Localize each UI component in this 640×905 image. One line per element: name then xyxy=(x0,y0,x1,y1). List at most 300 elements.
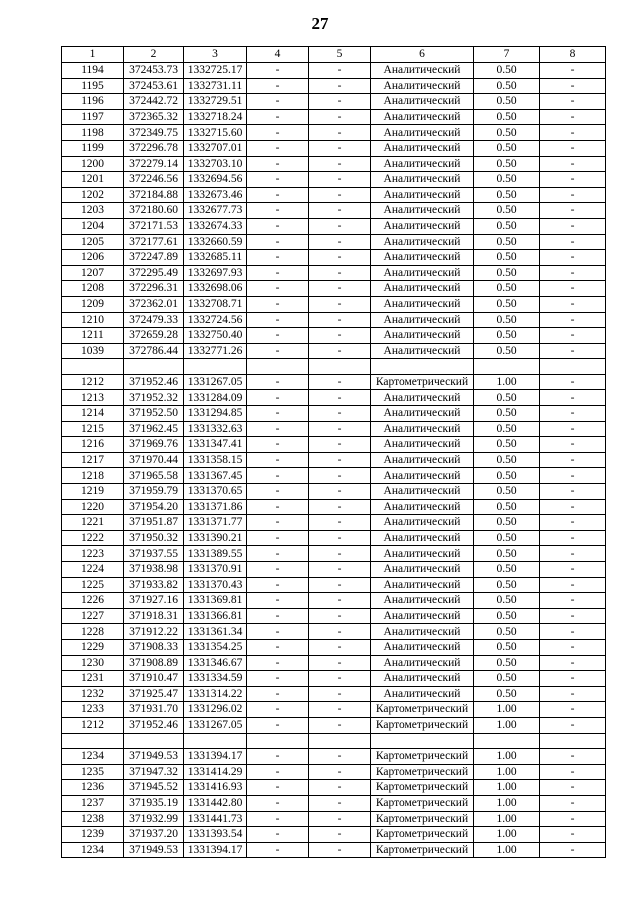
table-cell: Картометрический xyxy=(371,827,474,843)
table-cell: 1235 xyxy=(62,764,124,780)
table-cell: 1331284.09 xyxy=(184,390,247,406)
table-cell xyxy=(247,733,309,749)
table-cell: Аналитический xyxy=(371,406,474,422)
table-cell: Картометрический xyxy=(371,780,474,796)
table-cell: - xyxy=(309,717,371,733)
table-cell: 1039 xyxy=(62,343,124,359)
table-cell: - xyxy=(247,702,309,718)
page-number: 27 xyxy=(311,14,329,33)
table-cell: - xyxy=(247,749,309,765)
table-cell: - xyxy=(309,172,371,188)
table-cell: 1208 xyxy=(62,281,124,297)
table-cell: Аналитический xyxy=(371,281,474,297)
table-cell: 1231 xyxy=(62,671,124,687)
table-row xyxy=(62,343,606,359)
table-cell: Аналитический xyxy=(371,140,474,156)
table-cell: - xyxy=(309,63,371,79)
table-cell: - xyxy=(247,608,309,624)
table-cell: 371965.58 xyxy=(124,468,184,484)
table-cell: 1331294.85 xyxy=(184,406,247,422)
table-cell: 1223 xyxy=(62,546,124,562)
table-cell: - xyxy=(309,499,371,515)
table-cell: 0.50 xyxy=(474,593,540,609)
table-cell: - xyxy=(247,203,309,219)
table-cell: 1211 xyxy=(62,328,124,344)
table-cell: - xyxy=(309,577,371,593)
table-cell: - xyxy=(540,827,606,843)
table-cell: - xyxy=(247,343,309,359)
table-cell: - xyxy=(247,764,309,780)
table-row xyxy=(62,530,606,546)
table-cell: 1197 xyxy=(62,109,124,125)
table-row xyxy=(62,421,606,437)
table-cell xyxy=(371,359,474,375)
table-cell: Аналитический xyxy=(371,546,474,562)
table-cell: 1.00 xyxy=(474,717,540,733)
table-cell: - xyxy=(309,468,371,484)
table-row xyxy=(62,109,606,125)
table-cell: - xyxy=(309,764,371,780)
table-cell: Аналитический xyxy=(371,390,474,406)
table-cell: 1331394.17 xyxy=(184,842,247,858)
table-cell: - xyxy=(247,795,309,811)
table-cell: 1218 xyxy=(62,468,124,484)
table-cell: - xyxy=(540,312,606,328)
table-cell: 0.50 xyxy=(474,421,540,437)
table-cell: 1331334.59 xyxy=(184,671,247,687)
table-cell: 0.50 xyxy=(474,234,540,250)
table-cell: Аналитический xyxy=(371,78,474,94)
table-cell: - xyxy=(309,811,371,827)
table-cell: 1238 xyxy=(62,811,124,827)
table-cell: Аналитический xyxy=(371,577,474,593)
table-cell: 371962.45 xyxy=(124,421,184,437)
table-cell: 1332703.10 xyxy=(184,156,247,172)
table-cell: 371945.52 xyxy=(124,780,184,796)
table-cell: 372296.31 xyxy=(124,281,184,297)
table-cell: 372349.75 xyxy=(124,125,184,141)
column-header: 3 xyxy=(184,47,247,63)
table-cell: 371952.50 xyxy=(124,406,184,422)
table-cell: Картометрический xyxy=(371,764,474,780)
table-cell: - xyxy=(247,655,309,671)
table-cell: 371918.31 xyxy=(124,608,184,624)
table-row xyxy=(62,795,606,811)
table-cell: - xyxy=(247,686,309,702)
table-cell: - xyxy=(309,639,371,655)
table-cell: - xyxy=(540,562,606,578)
table-cell: Аналитический xyxy=(371,265,474,281)
table-cell: 0.50 xyxy=(474,218,540,234)
table-cell: - xyxy=(247,172,309,188)
table-cell: 0.50 xyxy=(474,94,540,110)
table-cell: - xyxy=(309,702,371,718)
table-cell: 1332673.46 xyxy=(184,187,247,203)
table-cell: 371908.89 xyxy=(124,655,184,671)
table-cell: - xyxy=(540,187,606,203)
table-cell: 371970.44 xyxy=(124,452,184,468)
table-row xyxy=(62,624,606,640)
table-cell: 372453.73 xyxy=(124,63,184,79)
table-row xyxy=(62,234,606,250)
table-cell: 1210 xyxy=(62,312,124,328)
table-cell: Аналитический xyxy=(371,624,474,640)
table-cell: 372659.28 xyxy=(124,328,184,344)
table-cell: 0.50 xyxy=(474,63,540,79)
table-cell: 371937.55 xyxy=(124,546,184,562)
table-cell: 1331314.22 xyxy=(184,686,247,702)
table-cell xyxy=(184,733,247,749)
table-row xyxy=(62,94,606,110)
table-cell: - xyxy=(540,624,606,640)
table-cell: - xyxy=(540,94,606,110)
table-cell: Аналитический xyxy=(371,452,474,468)
table-cell: - xyxy=(540,140,606,156)
table-cell: Картометрический xyxy=(371,842,474,858)
table-cell: 371910.47 xyxy=(124,671,184,687)
table-cell: - xyxy=(540,328,606,344)
table-cell: Аналитический xyxy=(371,655,474,671)
table-cell: 372295.49 xyxy=(124,265,184,281)
table-cell: 371931.70 xyxy=(124,702,184,718)
table-cell: 0.50 xyxy=(474,281,540,297)
table-cell: 1331267.05 xyxy=(184,374,247,390)
table-cell: Аналитический xyxy=(371,94,474,110)
table-cell: - xyxy=(309,343,371,359)
table-cell: Аналитический xyxy=(371,562,474,578)
table-cell: 1219 xyxy=(62,484,124,500)
table-cell: Аналитический xyxy=(371,515,474,531)
table-row xyxy=(62,328,606,344)
table-cell: 1198 xyxy=(62,125,124,141)
table-cell: 0.50 xyxy=(474,484,540,500)
table-cell: - xyxy=(247,780,309,796)
table-cell: - xyxy=(309,686,371,702)
table-cell: 371952.46 xyxy=(124,374,184,390)
table-cell: Картометрический xyxy=(371,374,474,390)
table-cell: Аналитический xyxy=(371,608,474,624)
table-cell: - xyxy=(247,624,309,640)
table-cell: 1332708.71 xyxy=(184,296,247,312)
table-cell: - xyxy=(247,406,309,422)
table-row xyxy=(62,499,606,515)
table-cell: 1331296.02 xyxy=(184,702,247,718)
table-cell: 0.50 xyxy=(474,437,540,453)
table-cell: - xyxy=(309,187,371,203)
table-cell: - xyxy=(309,265,371,281)
table-cell: - xyxy=(247,437,309,453)
table-cell: 0.50 xyxy=(474,406,540,422)
table-cell xyxy=(184,359,247,375)
table-cell: - xyxy=(247,125,309,141)
table-cell: 0.50 xyxy=(474,187,540,203)
table-cell: 0.50 xyxy=(474,172,540,188)
table-cell: - xyxy=(309,296,371,312)
table-cell: 372365.32 xyxy=(124,109,184,125)
table-row xyxy=(62,749,606,765)
table-cell: - xyxy=(309,421,371,437)
table-cell: 1331370.43 xyxy=(184,577,247,593)
table-cell: - xyxy=(540,515,606,531)
table-cell: 1332771.26 xyxy=(184,343,247,359)
table-cell: Аналитический xyxy=(371,343,474,359)
table-cell: 1.00 xyxy=(474,749,540,765)
table-cell: - xyxy=(247,671,309,687)
table-cell: 1331370.91 xyxy=(184,562,247,578)
table-cell: - xyxy=(540,406,606,422)
table-cell: 1331414.29 xyxy=(184,764,247,780)
table-cell: 1331347.41 xyxy=(184,437,247,453)
table-cell: - xyxy=(247,312,309,328)
table-row xyxy=(62,686,606,702)
table-cell: Аналитический xyxy=(371,125,474,141)
table-cell: 1212 xyxy=(62,717,124,733)
table-cell: - xyxy=(309,608,371,624)
table-row xyxy=(62,265,606,281)
table-cell: 1202 xyxy=(62,187,124,203)
table-row xyxy=(62,764,606,780)
table-cell: 1331441.73 xyxy=(184,811,247,827)
table-cell: 1332677.73 xyxy=(184,203,247,219)
table-cell: 372247.89 xyxy=(124,250,184,266)
table-cell: - xyxy=(540,109,606,125)
table-cell: 372171.53 xyxy=(124,218,184,234)
table-cell: - xyxy=(540,203,606,219)
table-row xyxy=(62,203,606,219)
table-cell: 1228 xyxy=(62,624,124,640)
table-row xyxy=(62,359,606,375)
table-cell: - xyxy=(247,468,309,484)
table-row xyxy=(62,484,606,500)
table-cell: 372453.61 xyxy=(124,78,184,94)
table-row xyxy=(62,156,606,172)
table-cell: 1.00 xyxy=(474,795,540,811)
table-cell: 372442.72 xyxy=(124,94,184,110)
column-header: 7 xyxy=(474,47,540,63)
table-cell: - xyxy=(540,125,606,141)
table-row xyxy=(62,218,606,234)
table-cell: 1232 xyxy=(62,686,124,702)
table-cell: 1332729.51 xyxy=(184,94,247,110)
table-cell: 1332685.11 xyxy=(184,250,247,266)
table-cell: 372184.88 xyxy=(124,187,184,203)
table-cell: - xyxy=(540,172,606,188)
table-cell: - xyxy=(309,250,371,266)
table-cell: 1331370.65 xyxy=(184,484,247,500)
table-cell: 1332698.06 xyxy=(184,281,247,297)
table-cell: 0.50 xyxy=(474,608,540,624)
table-cell: - xyxy=(540,702,606,718)
table-cell: 0.50 xyxy=(474,125,540,141)
table-cell: - xyxy=(247,593,309,609)
table-cell: 1.00 xyxy=(474,811,540,827)
table-cell: - xyxy=(309,218,371,234)
table-cell: 371950.32 xyxy=(124,530,184,546)
table-cell: 1224 xyxy=(62,562,124,578)
table-cell: - xyxy=(309,593,371,609)
table-cell: - xyxy=(540,421,606,437)
table-cell: 0.50 xyxy=(474,265,540,281)
table-cell: 371927.16 xyxy=(124,593,184,609)
table-cell: - xyxy=(309,452,371,468)
table-cell: - xyxy=(309,842,371,858)
table-cell: - xyxy=(247,842,309,858)
table-cell: 1216 xyxy=(62,437,124,453)
table-cell: Картометрический xyxy=(371,811,474,827)
table-cell: Аналитический xyxy=(371,593,474,609)
table-cell: - xyxy=(540,608,606,624)
table-cell: - xyxy=(309,780,371,796)
table-cell: 372246.56 xyxy=(124,172,184,188)
table-cell: - xyxy=(540,296,606,312)
table-cell xyxy=(474,359,540,375)
column-header: 6 xyxy=(371,47,474,63)
table-cell: 1234 xyxy=(62,749,124,765)
table-cell: 1332660.59 xyxy=(184,234,247,250)
table-row xyxy=(62,437,606,453)
table-row xyxy=(62,733,606,749)
table-cell: - xyxy=(540,281,606,297)
table-cell: 1331442.80 xyxy=(184,795,247,811)
table-cell: 371949.53 xyxy=(124,749,184,765)
table-row xyxy=(62,140,606,156)
column-header: 1 xyxy=(62,47,124,63)
table-cell: 1237 xyxy=(62,795,124,811)
table-cell: 1331369.81 xyxy=(184,593,247,609)
table-row xyxy=(62,172,606,188)
table-cell: 0.50 xyxy=(474,530,540,546)
table-cell: 1229 xyxy=(62,639,124,655)
table-cell: - xyxy=(540,593,606,609)
table-cell: - xyxy=(540,655,606,671)
table-cell: - xyxy=(540,265,606,281)
table-cell xyxy=(247,359,309,375)
table-cell: - xyxy=(540,577,606,593)
table-cell: 0.50 xyxy=(474,250,540,266)
table-cell: - xyxy=(309,281,371,297)
table-row xyxy=(62,468,606,484)
table-cell: - xyxy=(540,484,606,500)
table-cell: 1331361.34 xyxy=(184,624,247,640)
table-cell: - xyxy=(247,530,309,546)
table-cell: - xyxy=(309,312,371,328)
table-cell: 1195 xyxy=(62,78,124,94)
coordinates-table xyxy=(61,46,606,858)
table-cell: - xyxy=(247,717,309,733)
table-cell: 372786.44 xyxy=(124,343,184,359)
table-cell: 1331389.55 xyxy=(184,546,247,562)
table-cell: 1332718.24 xyxy=(184,109,247,125)
table-cell: - xyxy=(540,218,606,234)
table-cell: 1209 xyxy=(62,296,124,312)
table-cell: 1206 xyxy=(62,250,124,266)
table-cell: Аналитический xyxy=(371,109,474,125)
table-cell: - xyxy=(247,577,309,593)
table-cell: Аналитический xyxy=(371,484,474,500)
table-cell: - xyxy=(247,827,309,843)
table-cell: Аналитический xyxy=(371,639,474,655)
table-cell: 1234 xyxy=(62,842,124,858)
table-cell: 372180.60 xyxy=(124,203,184,219)
table-cell: - xyxy=(309,390,371,406)
table-cell: 1.00 xyxy=(474,827,540,843)
table-row xyxy=(62,187,606,203)
table-cell xyxy=(540,733,606,749)
table-cell: 1.00 xyxy=(474,842,540,858)
table-cell: 1226 xyxy=(62,593,124,609)
table-cell: 0.50 xyxy=(474,140,540,156)
table-row xyxy=(62,780,606,796)
table-cell: - xyxy=(247,140,309,156)
table-cell: 0.50 xyxy=(474,562,540,578)
table-cell: 1332697.93 xyxy=(184,265,247,281)
table-cell: 1331371.86 xyxy=(184,499,247,515)
table-cell: 371933.82 xyxy=(124,577,184,593)
table-cell: - xyxy=(309,406,371,422)
table-cell xyxy=(309,359,371,375)
table-cell: 1227 xyxy=(62,608,124,624)
table-cell: Аналитический xyxy=(371,530,474,546)
table-cell: - xyxy=(540,764,606,780)
table-cell: 1332707.01 xyxy=(184,140,247,156)
table-cell: - xyxy=(540,749,606,765)
table-cell: - xyxy=(309,671,371,687)
table-cell: 0.50 xyxy=(474,343,540,359)
table-row xyxy=(62,842,606,858)
table-row xyxy=(62,406,606,422)
table-cell: 1332724.56 xyxy=(184,312,247,328)
table-row xyxy=(62,281,606,297)
table-cell: - xyxy=(247,421,309,437)
table-cell: - xyxy=(540,530,606,546)
table-row xyxy=(62,717,606,733)
table-cell: 371952.46 xyxy=(124,717,184,733)
table-cell: 371938.98 xyxy=(124,562,184,578)
table-cell: Аналитический xyxy=(371,421,474,437)
table-cell xyxy=(124,733,184,749)
column-header: 4 xyxy=(247,47,309,63)
table-cell: Аналитический xyxy=(371,468,474,484)
table-cell: - xyxy=(309,203,371,219)
table-cell: - xyxy=(540,686,606,702)
table-cell: 1214 xyxy=(62,406,124,422)
table-row xyxy=(62,811,606,827)
table-cell: - xyxy=(247,452,309,468)
table-cell: - xyxy=(247,63,309,79)
table-cell: 1194 xyxy=(62,63,124,79)
table-row xyxy=(62,452,606,468)
table-cell: - xyxy=(247,639,309,655)
table-cell: 371932.99 xyxy=(124,811,184,827)
table-cell: Аналитический xyxy=(371,172,474,188)
table-cell: - xyxy=(540,639,606,655)
table-cell: 1204 xyxy=(62,218,124,234)
table-cell: - xyxy=(540,811,606,827)
table-cell: - xyxy=(247,265,309,281)
table-cell: 0.50 xyxy=(474,78,540,94)
column-header: 8 xyxy=(540,47,606,63)
table-cell: - xyxy=(309,437,371,453)
table-cell: - xyxy=(309,795,371,811)
table-row xyxy=(62,515,606,531)
table-cell: - xyxy=(540,374,606,390)
table-cell: 1230 xyxy=(62,655,124,671)
table-cell: - xyxy=(309,94,371,110)
table-cell: 371925.47 xyxy=(124,686,184,702)
table-cell: 372362.01 xyxy=(124,296,184,312)
table-cell: - xyxy=(540,780,606,796)
table-cell xyxy=(62,359,124,375)
